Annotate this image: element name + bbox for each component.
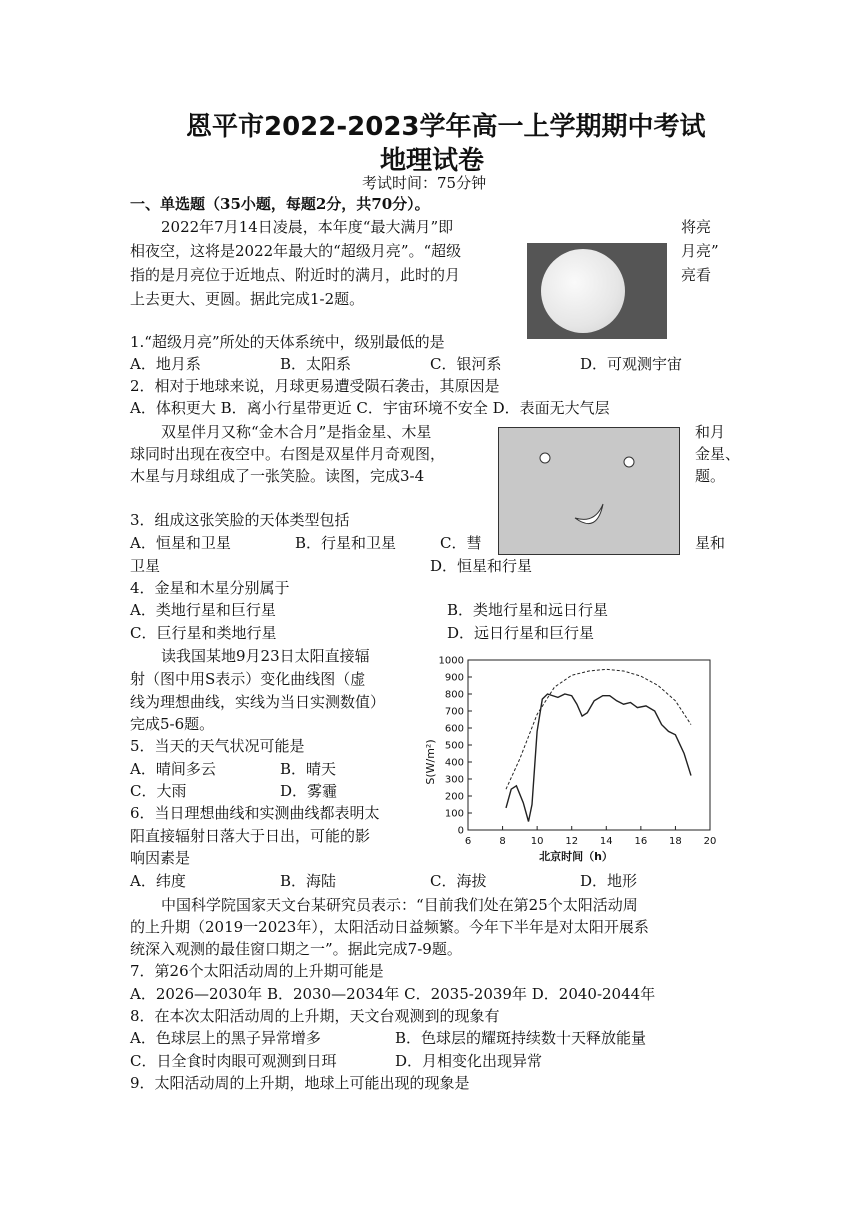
q7-stem: 7．第26个太阳活动周的上升期可能是 <box>130 962 384 980</box>
jupiter-dot <box>624 457 634 467</box>
q6-line2: 阳直接辐射日落大于日出，可能的影 <box>130 827 371 845</box>
q1-stem: 1.“超级月亮”所处的天体系统中，级别最低的是 <box>130 333 445 351</box>
y-tick-label: 500 <box>444 740 464 752</box>
passage1-line2: 相夜空，这将是2022年最大的“超级月亮”。“超级 <box>130 242 462 260</box>
plot-frame <box>468 660 710 830</box>
passage1-line3-right: 亮看 <box>681 266 712 284</box>
q3-option-d: D．恒星和行星 <box>430 557 533 575</box>
y-tick-label: 600 <box>444 723 464 735</box>
venus-jupiter-moon-smiley <box>498 427 680 555</box>
x-tick-label: 14 <box>599 836 613 847</box>
q2-options: A．体积更大 B．离小行星带更近 C．宇宙环境不安全 D．表面无大气层 <box>130 399 610 417</box>
passage2-line2: 球同时出现在夜空中。右图是双星伴月奇观图， <box>130 445 446 463</box>
q1-option-d: D．可观测宇宙 <box>580 355 683 373</box>
q1-option-c: C．银河系 <box>430 355 502 373</box>
q4-option-b: B．类地行星和远日行星 <box>447 601 609 619</box>
q8-option-a: A．色球层上的黑子异常增多 <box>130 1029 321 1047</box>
y-tick-label: 700 <box>444 706 464 718</box>
q2-stem: 2．相对于地球来说，月球更易遭受陨石袭击，其原因是 <box>130 377 500 395</box>
passage3-line4: 完成5-6题。 <box>130 715 215 733</box>
page-title: 恩平市2022-2023学年高一上学期期中考试 <box>186 112 706 142</box>
y-tick-label: 900 <box>444 672 464 684</box>
q8-option-c: C．日全食时肉眼可观测到日珥 <box>130 1052 337 1070</box>
full-moon-image <box>541 249 625 333</box>
passage1-line4: 上去更大、更圆。据此完成1-2题。 <box>130 290 365 308</box>
q9-stem: 9．太阳活动周的上升期，地球上可能出现的现象是 <box>130 1074 470 1092</box>
q4-option-d: D．远日行星和巨行星 <box>447 624 595 642</box>
passage3-line3: 线为理想曲线，实线为当日实测数值） <box>130 693 386 711</box>
y-tick-label: 0 <box>457 825 464 837</box>
q6-option-b: B．海陆 <box>280 872 337 890</box>
y-tick-label: 400 <box>444 757 464 769</box>
page-subtitle: 地理试卷 <box>380 146 485 176</box>
q8-option-d: D．月相变化出现异常 <box>395 1052 543 1070</box>
passage2-line2-right: 金星、 <box>695 445 741 463</box>
q3-option-b: B．行星和卫星 <box>295 534 397 552</box>
q3-option-c-right: 星和 <box>695 534 726 552</box>
radiation-chart <box>420 650 730 865</box>
passage4-line3: 统深入观测的最佳窗口期之一”。据此完成7-9题。 <box>130 940 462 958</box>
q3-option-c: C．彗 <box>440 534 482 552</box>
y-tick-label: 200 <box>444 791 464 803</box>
q8-stem: 8．在本次太阳活动周的上升期，天文台观测到的现象有 <box>130 1007 500 1025</box>
passage4-line2: 的上升期（2019一2023年），太阳活动日益频繁。今年下半年是对太阳开展系 <box>130 918 649 936</box>
measured-curve <box>506 694 691 822</box>
crescent-moon-icon <box>575 504 603 524</box>
q6-line1: 6．当日理想曲线和实测曲线都表明太 <box>130 804 380 822</box>
passage1-line3: 指的是月亮位于近地点、附近时的满月，此时的月 <box>130 266 461 284</box>
x-tick-label: 8 <box>499 836 506 847</box>
q1-option-b: B．太阳系 <box>280 355 352 373</box>
q5-option-b: B．晴天 <box>280 760 337 778</box>
q1-option-a: A．地月系 <box>130 355 201 373</box>
q6-option-c: C．海拔 <box>430 872 487 890</box>
venus-dot <box>540 453 550 463</box>
passage2-line3-right: 题。 <box>695 467 726 485</box>
q8-option-b: B．色球层的耀斑持续数十天释放能量 <box>395 1029 647 1047</box>
q5-option-d: D．雾霾 <box>280 782 338 800</box>
passage3-line2: 射（图中用S表示）变化曲线图（虚 <box>130 670 366 688</box>
y-tick-label: 800 <box>444 689 464 701</box>
smiley-drawing <box>499 428 679 554</box>
x-tick-label: 20 <box>703 836 717 847</box>
y-axis-label: S(W/m²) <box>424 739 437 785</box>
passage1-line1: 2022年7月14日凌晨，本年度“最大满月”即 <box>161 218 454 236</box>
x-axis-label: 北京时间（h） <box>539 850 613 863</box>
section-heading: 一、单选题（35小题，每题2分，共70分）。 <box>130 195 430 213</box>
x-tick-label: 12 <box>565 836 579 847</box>
exam-time: 考试时间：75分钟 <box>362 174 487 192</box>
q6-line3: 响因素是 <box>130 849 191 867</box>
x-tick-label: 10 <box>530 836 544 847</box>
q6-option-d: D．地形 <box>580 872 638 890</box>
q4-option-c: C．巨行星和类地行星 <box>130 624 277 642</box>
q3-option-c-cont: 卫星 <box>130 557 161 575</box>
passage1-line1-right: 将亮 <box>681 218 712 236</box>
passage3-line1: 读我国某地9月23日太阳直接辐 <box>161 647 370 665</box>
x-tick-label: 18 <box>669 836 682 847</box>
x-tick-label: 6 <box>464 836 472 847</box>
y-tick-label: 1000 <box>438 655 464 667</box>
y-tick-label: 300 <box>444 774 464 786</box>
q4-option-a: A．类地行星和巨行星 <box>130 601 276 619</box>
passage4-line1: 中国科学院国家天文台某研究员表示：“目前我们处在第25个太阳活动周 <box>161 896 638 914</box>
q5-stem: 5．当天的天气状况可能是 <box>130 737 305 755</box>
passage2-line1: 双星伴月又称“金木合月”是指金星、木星 <box>161 423 432 441</box>
q5-option-c: C．大雨 <box>130 782 187 800</box>
q6-option-a: A．纬度 <box>130 872 186 890</box>
moon-photo <box>527 243 667 339</box>
q3-option-a: A．恒星和卫星 <box>130 534 231 552</box>
q4-stem: 4．金星和木星分别属于 <box>130 579 290 597</box>
x-tick-label: 16 <box>634 836 648 847</box>
y-tick-label: 100 <box>444 808 464 820</box>
q5-option-a: A．晴间多云 <box>130 760 216 778</box>
passage1-line2-right: 月亮” <box>681 242 719 260</box>
passage2-line1-right: 和月 <box>695 423 726 441</box>
q7-options: A．2026—2030年 B．2030—2034年 C．2035-2039年 D．2040-2044年 <box>130 985 656 1003</box>
passage2-line3: 木星与月球组成了一张笑脸。读图，完成3-4 <box>130 467 425 485</box>
q3-stem: 3．组成这张笑脸的天体类型包括 <box>130 511 350 529</box>
